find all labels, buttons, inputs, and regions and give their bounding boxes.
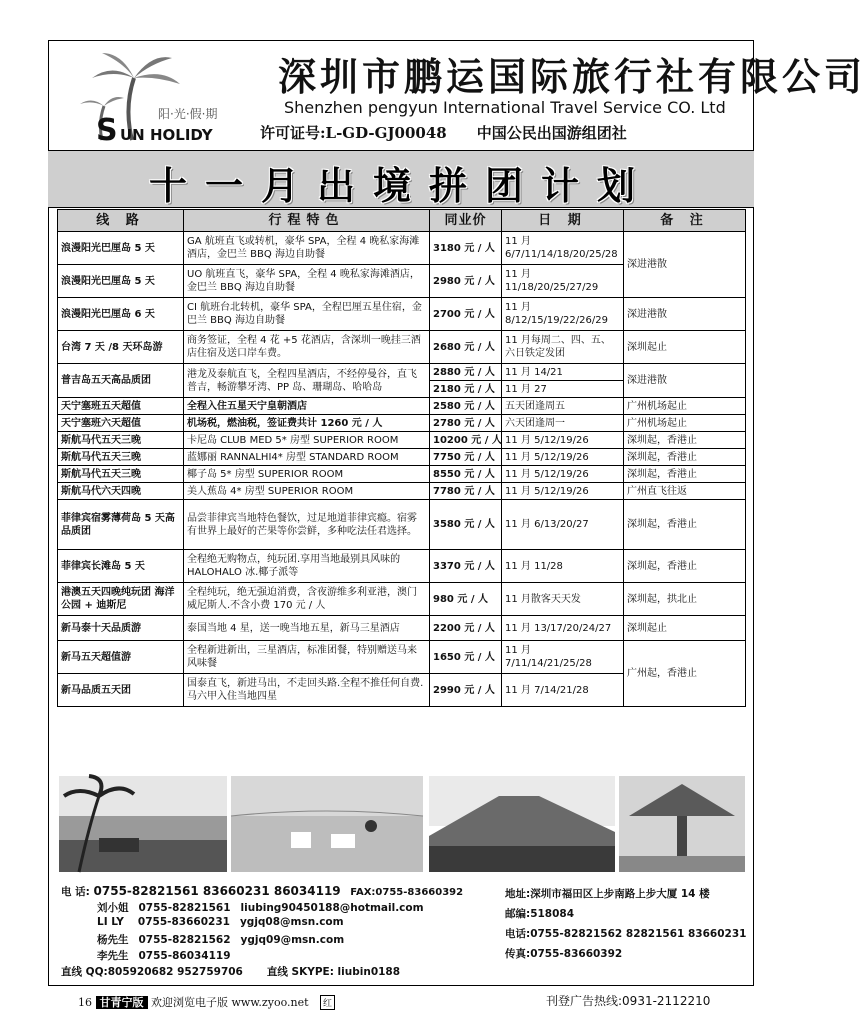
license-line: [260, 122, 627, 143]
table-row: [58, 298, 746, 331]
table-row: [58, 583, 746, 616]
route-date: 五天团逢周五: [502, 398, 624, 415]
route-price: 7750 元 / 人: [430, 449, 502, 466]
website-text: 欢迎浏览电子版 www.zyoo.net: [151, 996, 309, 1009]
photo-strip: [57, 776, 745, 876]
page-footer: [48, 990, 754, 1010]
route-price: 2780 元 / 人: [430, 415, 502, 432]
route-note: 深进港散: [624, 298, 746, 331]
route-name: 新马泰十天品质游: [58, 616, 184, 641]
sun-holiday-logo: [62, 48, 252, 148]
qq-skype-line: 直线 QQ:805920682 952759706 直线 SKYPE: liubin0188: [61, 966, 401, 978]
route-price: 2700 元 / 人: [430, 298, 502, 331]
route-date: 11 月 5/12/19/26: [502, 432, 624, 449]
edition-brand: 甘青宁版: [96, 996, 148, 1009]
page-title: 十一月出境拼团计划: [148, 163, 653, 208]
route-note: 深圳起，香港止: [624, 550, 746, 583]
header-route: 线 路: [58, 210, 184, 232]
route-name: 新马品质五天团: [58, 674, 184, 707]
route-date: 11 月 7/14/21/28: [502, 674, 624, 707]
route-name: 菲律宾宿雾薄荷岛 5 天高品质团: [58, 500, 184, 550]
main-phones: 电 话: 0755-82821561 83660231 86034119 FAX:0755-83660392: [61, 884, 464, 898]
svg-text:阳·光·假·期: 阳·光·假·期: [158, 107, 218, 121]
route-price: 3580 元 / 人: [430, 500, 502, 550]
table-row: [58, 616, 746, 641]
svg-text:S: S: [96, 113, 118, 148]
hut-photo: [619, 776, 745, 872]
company-name-cn: 深圳市鹏运国际旅行社有限公司: [278, 54, 866, 99]
route-date: 11 月每周二、四、五、六日铁定发团: [502, 331, 624, 364]
route-name: 浪漫阳光巴厘岛 6 天: [58, 298, 184, 331]
route-price: 2580 元 / 人: [430, 398, 502, 415]
route-date: 11 月 11/18/20/25/27/29: [502, 265, 624, 298]
route-price: 980 元 / 人: [430, 583, 502, 616]
route-feature: 全程绝无购物点，纯玩团.享用当地最别具风味的 HALOHALO 冰.椰子派等: [184, 550, 430, 583]
fax-secondary: 传真:0755-83660392: [505, 948, 623, 960]
route-feature: 国泰直飞，新进马出，不走回头路.全程不推任何自费.马六甲入住当地四星: [184, 674, 430, 707]
route-feature: 椰子岛 5* 房型 SUPERIOR ROOM: [184, 466, 430, 483]
contact-person: 李先生 0755-86034119: [97, 950, 231, 962]
route-note: 深圳起，香港止: [624, 500, 746, 550]
header-price: 同业价: [430, 210, 502, 232]
route-name: 港澳五天四晚纯玩团 海洋公园 + 迪斯尼: [58, 583, 184, 616]
header: [48, 40, 866, 150]
route-feature: UO 航班直飞，豪华 SPA，全程 4 晚私家海滩酒店，金巴兰 BBQ 海边自助餐: [184, 265, 430, 298]
route-price: 2980 元 / 人: [430, 265, 502, 298]
header-date: 日 期: [502, 210, 624, 232]
route-note: 深进港散: [624, 364, 746, 398]
route-price: 2990 元 / 人: [430, 674, 502, 707]
table-row: [58, 415, 746, 432]
table-row: [58, 364, 746, 381]
route-name: 斯航马代五天三晚: [58, 432, 184, 449]
route-feature: 全程新进新出，三星酒店，标准团餐，特别赠送马来风味餐: [184, 641, 430, 674]
route-feature: CI 航班台北转机，豪华 SPA，全程巴厘五星住宿，金巴兰 BBQ 海边自助餐: [184, 298, 430, 331]
route-price: 7780 元 / 人: [430, 483, 502, 500]
footer-left: [78, 994, 335, 1010]
route-feature: 蓝娜丽 RANNALHI4* 房型 STANDARD ROOM: [184, 449, 430, 466]
route-name: 斯航马代五天三晚: [58, 466, 184, 483]
route-note: 广州直飞往返: [624, 483, 746, 500]
header-note: 备 注: [624, 210, 746, 232]
route-note: 深圳起止: [624, 616, 746, 641]
group-org: 中国公民出国游组团社: [476, 124, 627, 142]
company-name-en: Shenzhen pengyun International Travel Service CO. Ltd: [284, 98, 726, 117]
route-price: 8550 元 / 人: [430, 466, 502, 483]
route-feature: 美人蕉岛 4* 房型 SUPERIOR ROOM: [184, 483, 430, 500]
route-date: 11 月 5/12/19/26: [502, 483, 624, 500]
route-date: 11 月 5/12/19/26: [502, 466, 624, 483]
table-row: [58, 641, 746, 674]
route-name: 普吉岛五天高品质团: [58, 364, 184, 398]
route-price: 2180 元 / 人: [430, 381, 502, 398]
route-date: 11 月 7/11/14/21/25/28: [502, 641, 624, 674]
contact-person: LI LY 0755-83660231 ygjq08@msn.com: [97, 916, 344, 928]
phone-secondary: 电话:0755-82821562 82821561 83660231: [505, 928, 747, 940]
route-note: 深圳起止: [624, 331, 746, 364]
route-note: 深圳起，拱北止: [624, 583, 746, 616]
contact-person: 刘小姐 0755-82821561 liubing90450188@hotmail.com: [97, 902, 424, 914]
beach-resort-photo: [59, 776, 227, 872]
table-row: [58, 500, 746, 550]
route-date: 11 月 13/17/20/24/27: [502, 616, 624, 641]
route-name: 台湾 7 天 /8 天环岛游: [58, 331, 184, 364]
route-feature: 机场税，燃油税，签证费共计 1260 元 / 人: [184, 415, 430, 432]
table-row: [58, 232, 746, 265]
table-row: [58, 432, 746, 449]
page-number: 16: [78, 996, 92, 1009]
route-note: 广州起，香港止: [624, 641, 746, 707]
route-note: 广州机场起止: [624, 415, 746, 432]
title-banner: [48, 150, 754, 208]
route-price: 10200 元 / 人: [430, 432, 502, 449]
route-date: 11 月 14/21: [502, 364, 624, 381]
route-date: 六天团逢周一: [502, 415, 624, 432]
route-feature: GA 航班直飞或转机，豪华 SPA，全程 4 晚私家海滩酒店，金巴兰 BBQ 海边自助餐: [184, 232, 430, 265]
ad-hotline: 刊登广告热线:0931-2112210: [546, 994, 711, 1008]
route-feature: 商务签证，全程 4 花 +5 花酒店，含深圳一晚挂三酒店住宿及送口岸车费。: [184, 331, 430, 364]
route-price: 2680 元 / 人: [430, 331, 502, 364]
route-price: 3180 元 / 人: [430, 232, 502, 265]
route-date: 11 月 6/7/11/14/18/20/25/28: [502, 232, 624, 265]
route-name: 天宁塞班五天超值: [58, 398, 184, 415]
route-price: 2200 元 / 人: [430, 616, 502, 641]
table-row: [58, 331, 746, 364]
postcode: 邮编:518084: [505, 908, 575, 920]
color-mark: 红: [320, 995, 335, 1010]
route-note: 深圳起，香港止: [624, 466, 746, 483]
volcano-view-photo: [429, 776, 615, 872]
address: 地址:深圳市福田区上步南路上步大厦 14 楼: [505, 888, 710, 900]
route-name: 新马五天超值游: [58, 641, 184, 674]
license-number: 许可证号:L-GD-GJ00048: [260, 124, 447, 142]
route-name: 斯航马代六天四晚: [58, 483, 184, 500]
route-date: 11 月 5/12/19/26: [502, 449, 624, 466]
table-row: [58, 466, 746, 483]
route-note: 广州机场起止: [624, 398, 746, 415]
route-date: 11 月 11/28: [502, 550, 624, 583]
table-row: [58, 483, 746, 500]
route-price: 1650 元 / 人: [430, 641, 502, 674]
routes-table: [57, 209, 746, 707]
route-note: 深圳起，香港止: [624, 449, 746, 466]
table-row: [58, 398, 746, 415]
route-name: 天宁塞班六天超值: [58, 415, 184, 432]
route-feature: 港龙及泰航直飞，全程四星酒店，不经停曼谷，直飞普吉，畅游攀牙湾、PP 岛、珊瑚岛、哈哈岛: [184, 364, 430, 398]
route-name: 斯航马代五天三晚: [58, 449, 184, 466]
route-feature: 卡尼岛 CLUB MED 5* 房型 SUPERIOR ROOM: [184, 432, 430, 449]
route-feature: 品尝菲律宾当地特色餐饮，过足地道菲律宾瘾。宿雾有世界上最好的芒果等你尝鲜，多种吃法任君选择。: [184, 500, 430, 550]
route-price: 2880 元 / 人: [430, 364, 502, 381]
table-header-row: [58, 210, 746, 232]
route-feature: 全程入住五星天宁皇朝酒店: [184, 398, 430, 415]
route-date: 11 月散客天天发: [502, 583, 624, 616]
beach-dinner-photo: [231, 776, 423, 872]
route-price: 3370 元 / 人: [430, 550, 502, 583]
table-row: [58, 550, 746, 583]
route-note: 深进港散: [624, 232, 746, 298]
route-date: 11 月 27: [502, 381, 624, 398]
route-feature: 全程纯玩，绝无强迫消费，含夜游维多利亚港，澳门威尼斯人.不含小费 170 元 / 人: [184, 583, 430, 616]
route-name: 菲律宾长滩岛 5 天: [58, 550, 184, 583]
route-name: 浪漫阳光巴厘岛 5 天: [58, 265, 184, 298]
contact-block: [57, 880, 745, 980]
route-name: 浪漫阳光巴厘岛 5 天: [58, 232, 184, 265]
svg-text:UN HOLIDY: UN HOLIDY: [120, 126, 213, 144]
contact-person: 杨先生 0755-82821562 ygjq09@msn.com: [97, 934, 345, 946]
route-note: 深圳起，香港止: [624, 432, 746, 449]
route-date: 11 月 6/13/20/27: [502, 500, 624, 550]
route-date: 11 月 8/12/15/19/22/26/29: [502, 298, 624, 331]
table-row: [58, 449, 746, 466]
route-feature: 泰国当地 4 星，送一晚当地五星，新马三星酒店: [184, 616, 430, 641]
header-feature: 行程特色: [184, 210, 430, 232]
